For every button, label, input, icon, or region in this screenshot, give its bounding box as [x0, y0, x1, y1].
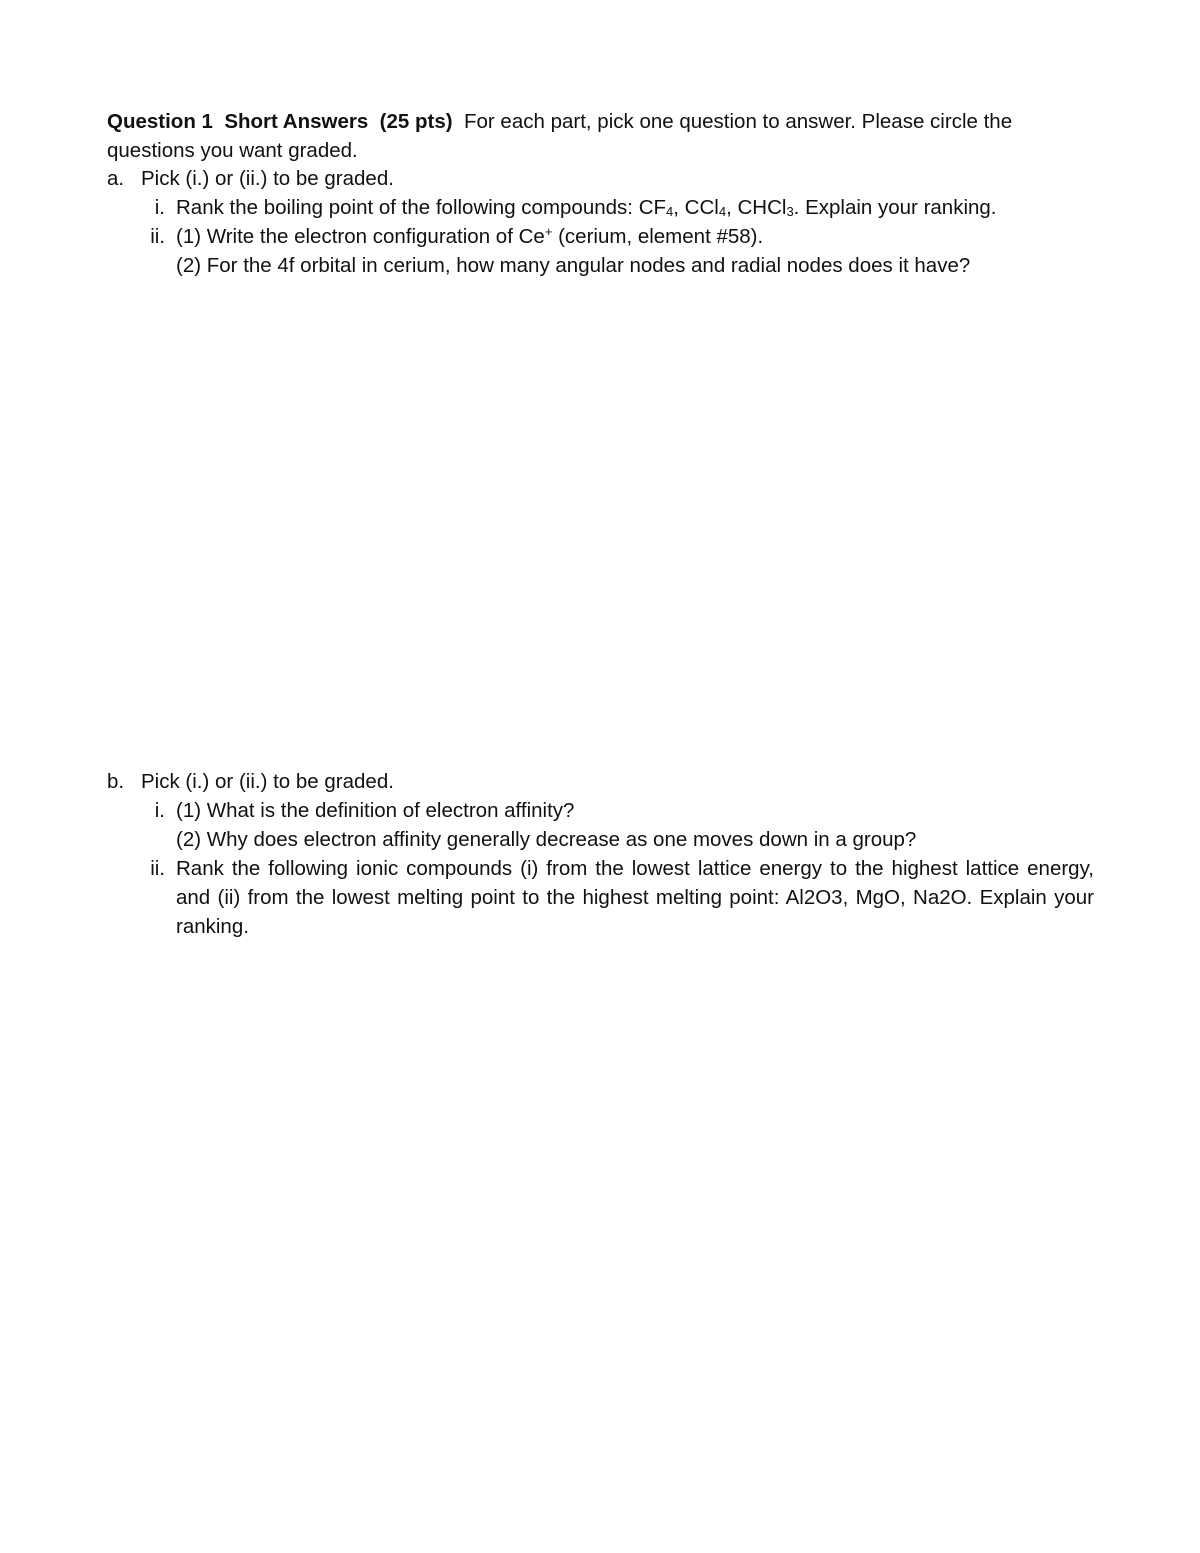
part-b: [107, 767, 1097, 941]
part-a-item-ii-line2-row: [107, 251, 1097, 280]
question-header-line2: [107, 136, 1097, 165]
question-instructions-line2: questions you want graded.: [107, 139, 358, 162]
part-b-item-ii-text: Rank the following ionic compounds (i) from the lowest lattice energy to the highest lattice energy, and (ii) from the lowest melting point to the highest melting point: Al2O3, MgO, Na2O. Explain your ranking.: [176, 857, 1094, 938]
part-b-prompt: Pick (i.) or (ii.) to be graded.: [141, 770, 394, 793]
part-a-item-i-text-after: . Explain your ranking.: [793, 196, 997, 219]
question-header-line1: [107, 107, 1097, 136]
formula-chcl3: CHCl$_3$: [737, 196, 794, 219]
part-b-item-i-label: i.: [154, 799, 165, 822]
part-b-prompt-row: [107, 767, 1097, 796]
formula-cf4: $CF_4$: [638, 196, 674, 219]
part-a-item-i-label: i.: [154, 196, 165, 219]
part-b-item-ii: [107, 854, 1097, 941]
question-title: Question 1: [107, 110, 213, 133]
part-b-item-i-line2-row: [107, 825, 1097, 854]
part-a-item-i-text-before: Rank the boiling point of the following compounds:: [176, 196, 639, 219]
question-instructions-line1: For each part, pick one question to answer. Please circle the: [463, 110, 1013, 133]
part-a-item-ii-line1: (1) Write the electron configuration of Ce+ (cerium, element #58).: [176, 224, 764, 248]
part-a-item-i-text: Rank the boiling point of the following compounds: $CF_4$, CCl$_4$, CHCl$_3$. Explain your ranking.: [176, 196, 997, 219]
formula-ccl4: CCl$_4$: [684, 196, 727, 219]
part-a: [107, 164, 1097, 280]
question-subtitle: Short Answers: [224, 110, 369, 133]
part-a-prompt-row: [107, 164, 1097, 193]
part-b-item-ii-label: ii.: [150, 857, 165, 880]
part-b-item-i: [107, 796, 1097, 825]
question-header: [107, 107, 1097, 165]
part-a-item-ii-line2: (2) For the 4f orbital in cerium, how many angular nodes and radial nodes does it have?: [176, 254, 971, 277]
part-a-item-ii-label: ii.: [150, 225, 165, 248]
part-a-label: a.: [107, 167, 125, 190]
part-a-item-ii: [107, 222, 1097, 251]
part-a-item-i: [107, 193, 1097, 222]
part-b-label: b.: [107, 770, 125, 793]
question-points: (25 pts): [379, 110, 453, 133]
part-a-prompt: Pick (i.) or (ii.) to be graded.: [141, 167, 394, 190]
part-b-item-i-line1: (1) What is the definition of electron affinity?: [176, 799, 575, 822]
part-b-item-i-line2: (2) Why does electron affinity generally decrease as one moves down in a group?: [176, 828, 917, 851]
